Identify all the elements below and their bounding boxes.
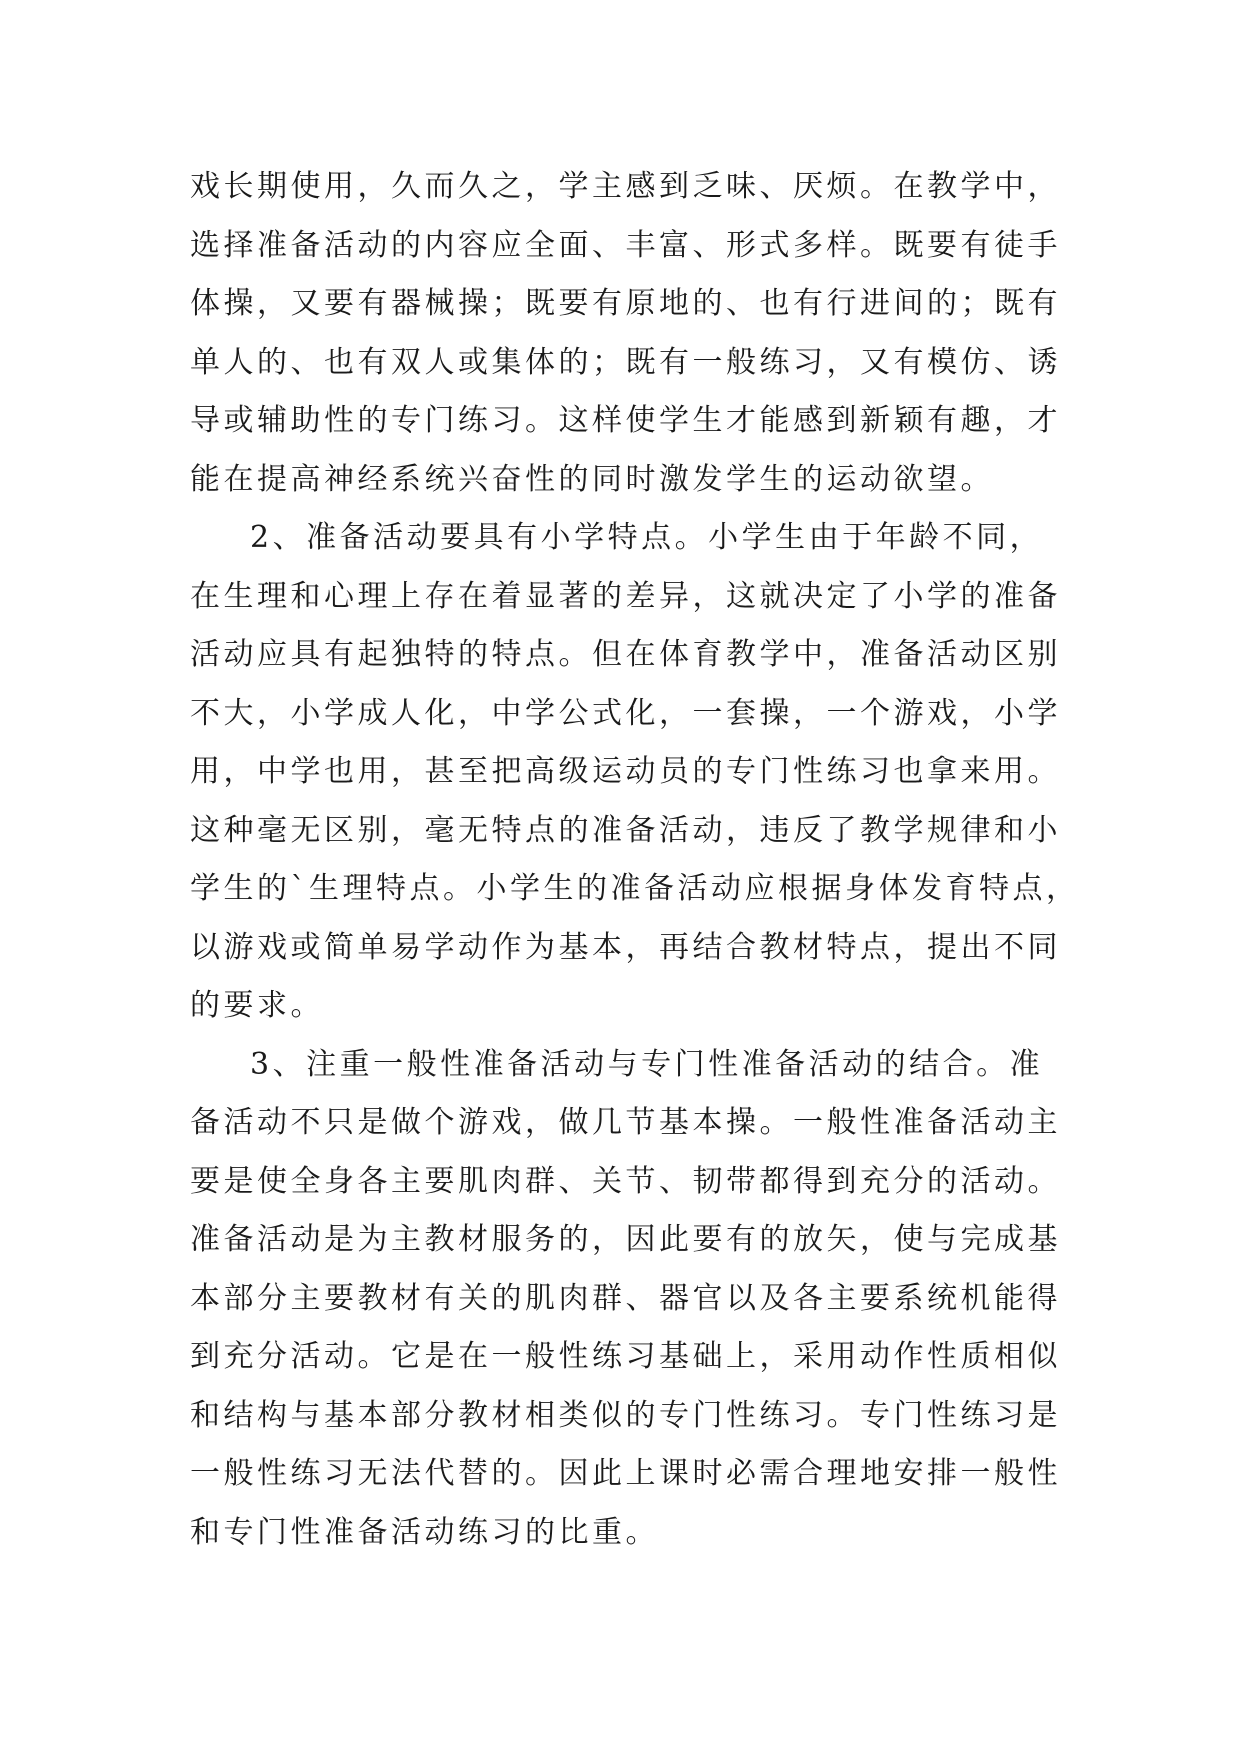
text-line: 用，中学也用，甚至把高级运动员的专门性练习也拿来用。 (190, 754, 1061, 789)
text-line: 和专门性准备活动练习的比重。 (190, 1514, 659, 1550)
text-line: 不大，小学成人化，中学公式化，一套操，一个游戏，小学 (190, 695, 1061, 731)
text-line: 以游戏或简单易学动作为基本，再结合教材特点，提出不同 (190, 929, 1061, 965)
paragraph-2-start: 2、准备活动要具有小学特点。小学生由于年龄不同， (250, 520, 1044, 555)
text-line: 能在提高神经系统兴奋性的同时激发学生的运动欲望。 (190, 461, 994, 497)
text-line: 在生理和心理上存在着显著的差异，这就决定了小学的准备 (190, 578, 1061, 614)
text-line: 本部分主要教材有关的肌肉群、器官以及各主要系统机能得 (190, 1280, 1061, 1316)
text-line: 到充分活动。它是在一般性练习基础上，采用动作性质相似 (190, 1339, 1061, 1374)
text-line: 备活动不只是做个游戏，做几节基本操。一般性准备活动主 (190, 1105, 1061, 1140)
text-line: 戏长期使用，久而久之，学主感到乏味、厌烦。在教学中， (190, 169, 1061, 204)
paragraph-3-start: 3、注重一般性准备活动与专门性准备活动的结合。准 (250, 1046, 1044, 1082)
text-line: 这种毫无区别，毫无特点的准备活动，违反了教学规律和小 (190, 812, 1061, 848)
text-line: 体操，又要有器械操；既要有原地的、也有行进间的；既有 (190, 286, 1061, 321)
text-line: 学生的`生理特点。小学生的准备活动应根据身体发育特点， (190, 871, 1080, 906)
text-line: 活动应具有起独特的特点。但在体育教学中，准备活动区别 (190, 637, 1061, 672)
text-line: 准备活动是为主教材服务的，因此要有的放矢，使与完成基 (190, 1222, 1061, 1257)
text-line: 导或辅助性的专门练习。这样使学生才能感到新颖有趣，才 (190, 403, 1061, 438)
text-line: 和结构与基本部分教材相类似的专门性练习。专门性练习是 (190, 1397, 1061, 1433)
text-line: 的要求。 (190, 988, 324, 1023)
text-line: 单人的、也有双人或集体的；既有一般练习，又有模仿、诱 (190, 344, 1061, 380)
text-line: 要是使全身各主要肌肉群、关节、韧带都得到充分的活动。 (190, 1163, 1061, 1199)
text-line: 一般性练习无法代替的。因此上课时必需合理地安排一般性 (190, 1456, 1061, 1491)
text-line: 选择准备活动的内容应全面、丰富、形式多样。既要有徒手 (190, 227, 1061, 263)
body-text (190, 158, 1080, 1562)
